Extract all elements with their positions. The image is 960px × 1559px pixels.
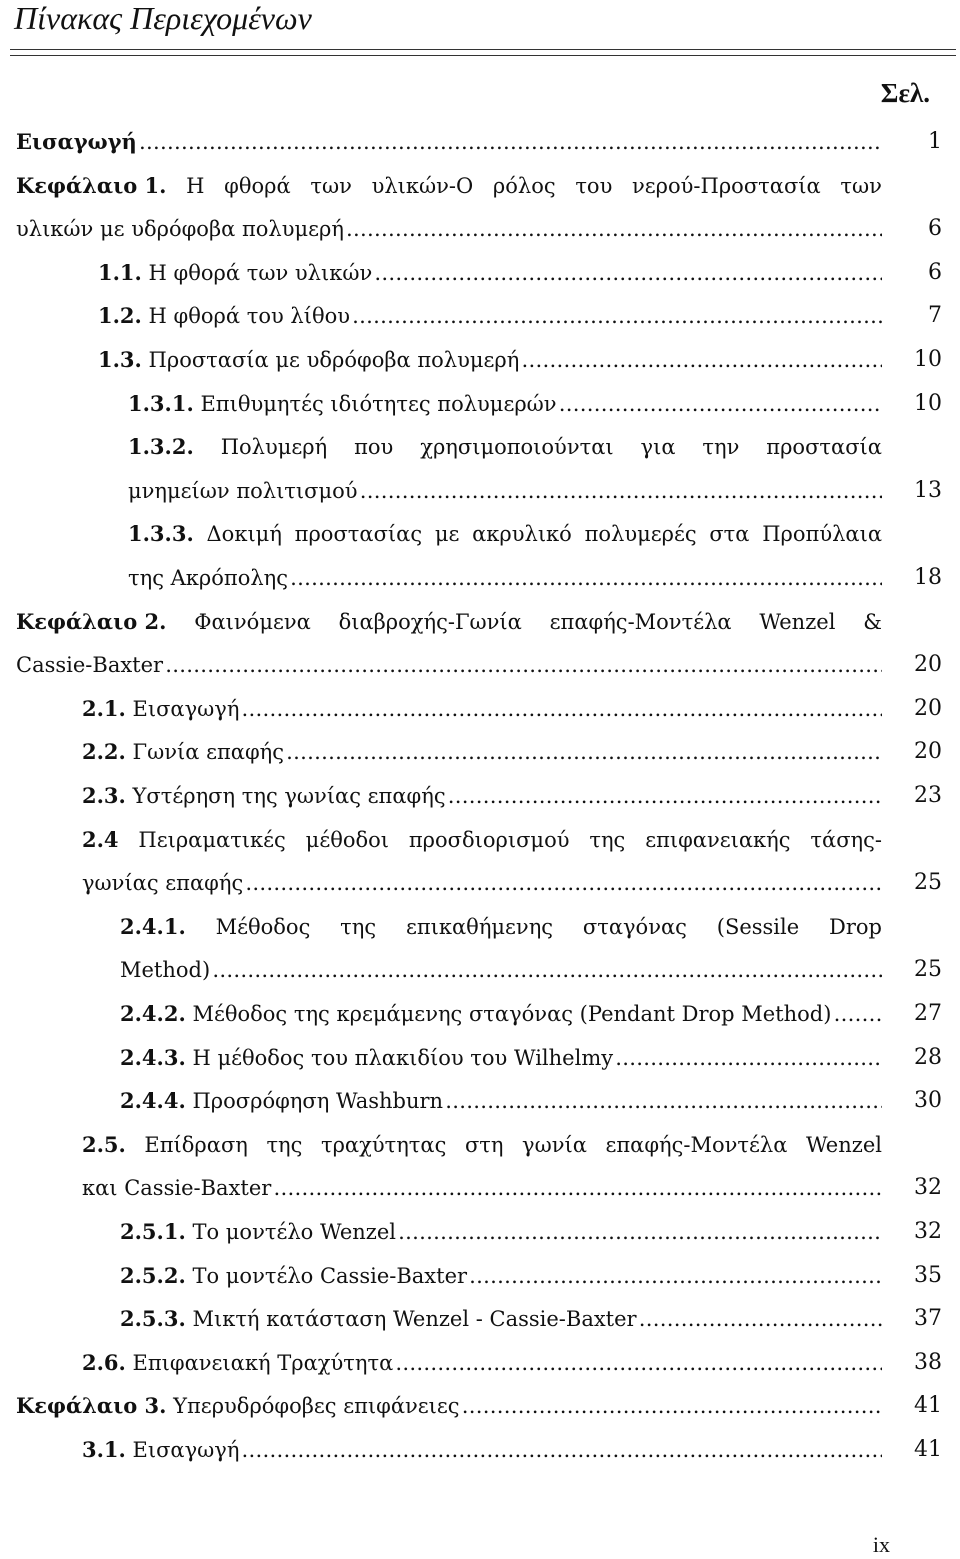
toc-entry-number: Κεφάλαιο 3. — [16, 1393, 167, 1419]
toc-entry[interactable] — [98, 251, 882, 295]
toc-entry[interactable] — [128, 425, 882, 469]
toc-entry-number: 1.3.1. — [128, 390, 194, 416]
toc-page-number: 28 — [914, 1044, 942, 1070]
toc-page-number: 37 — [914, 1306, 942, 1332]
toc-entry-number: 1.3.3. — [128, 521, 194, 547]
toc-entry[interactable] — [82, 730, 882, 774]
toc-entry-continuation[interactable] — [82, 1166, 882, 1210]
toc-entry[interactable] — [82, 1123, 882, 1167]
footer-page-number: ix — [872, 1532, 890, 1557]
toc-entry-title: Προσρόφηση Washburn — [185, 1089, 444, 1114]
toc-entry-continuation[interactable] — [16, 207, 882, 251]
toc-entry-title: Μικτή κατάσταση Wenzel - Cassie-Baxter — [185, 1307, 637, 1332]
toc-entry-title: Το μοντέλο Wenzel — [185, 1220, 396, 1244]
toc-entry[interactable] — [82, 1428, 882, 1472]
page-title: Πίνακας Περιεχομένων — [14, 0, 312, 36]
toc-entry-word: επαφής-Μοντέλα — [605, 1132, 788, 1157]
toc-entry-word: επικαθήμενης — [405, 914, 554, 939]
toc-entry-word: Wenzel — [759, 609, 836, 634]
toc-entry-word: ρόλος — [492, 173, 556, 198]
toc-entry-number: 2.1. — [82, 695, 126, 721]
toc-entry[interactable] — [120, 992, 882, 1036]
dot-leader — [445, 1079, 882, 1123]
toc-entry-word: της — [340, 914, 377, 939]
toc-page-number: 6 — [928, 216, 942, 242]
toc-entry-word: Μέθοδος — [215, 914, 311, 939]
dot-leader — [462, 1384, 882, 1428]
toc-entry-continuation-text: γωνίας επαφής — [82, 871, 244, 896]
toc-entry-word: Δοκιμή — [206, 522, 282, 547]
toc-entry-word: σταγόνας — [582, 914, 687, 939]
toc-page-number: 23 — [914, 783, 942, 808]
toc-entry-number: 1.2. — [98, 303, 142, 329]
toc-entry-word: Πειραματικές — [138, 827, 286, 852]
dot-leader — [241, 1428, 882, 1472]
dot-leader — [469, 1254, 882, 1298]
toc-entry-title: Επιφανειακή Τραχύτητα — [125, 1350, 394, 1375]
toc-entry-number: 3.1. — [82, 1437, 126, 1462]
toc-entry[interactable] — [128, 382, 882, 426]
toc-page-number: 32 — [914, 1219, 942, 1244]
toc-entry[interactable] — [82, 818, 882, 862]
toc-page-number: 10 — [914, 347, 942, 372]
toc-entry-word: στα — [709, 522, 750, 547]
toc-entry-word: της — [589, 827, 626, 852]
toc-entry-word: για — [640, 435, 676, 460]
toc-entry-word: φθορά — [224, 173, 291, 198]
toc-entry-continuation-text: και Cassie-Baxter — [82, 1176, 272, 1201]
toc-page-number: 41 — [914, 1393, 942, 1419]
toc-entry-continuation-text: μνημείων πολιτισμού — [128, 478, 358, 503]
toc-entry-word: της — [266, 1132, 303, 1157]
dot-leader — [290, 556, 882, 600]
toc-entry-word: την — [702, 435, 740, 460]
toc-entry-number: 2.4.4. — [120, 1088, 186, 1114]
toc-entry-number: 2.4.2. — [120, 1001, 186, 1026]
dot-leader — [241, 687, 882, 731]
dot-leader — [212, 948, 882, 992]
dot-leader — [352, 294, 882, 338]
toc-entry-word: χρησιμοποιούνται — [420, 435, 614, 460]
toc-entry[interactable] — [120, 1036, 882, 1080]
dot-leader — [245, 861, 882, 905]
toc-entry-word: που — [354, 435, 394, 460]
toc-entry-title: Η φθορά του λίθου — [141, 304, 351, 329]
dot-leader — [374, 251, 882, 295]
toc-entry-word: ακρυλικό — [472, 522, 572, 547]
toc-entry-title: Το μοντέλο Cassie-Baxter — [185, 1263, 468, 1288]
toc-entry[interactable] — [16, 1384, 882, 1428]
toc-entry[interactable] — [120, 1210, 882, 1254]
dot-leader — [286, 730, 882, 774]
toc-entry-title: Εισαγωγή — [125, 696, 240, 721]
toc-entry-continuation-text: Method) — [120, 958, 211, 983]
toc-entry-word: νερού-Προστασία — [632, 173, 821, 198]
toc-entry-word: Η — [186, 173, 205, 198]
toc-entry-number: 2.5.1. — [120, 1219, 186, 1244]
toc-entry[interactable] — [16, 120, 882, 164]
toc-entry-word: προσδιορισμού — [408, 827, 570, 852]
toc-page-number: 27 — [914, 1001, 942, 1026]
toc-page-number: 7 — [928, 303, 942, 329]
toc-entry-number: 2.6. — [82, 1349, 126, 1375]
toc-entry-word: προστασίας — [294, 522, 423, 547]
toc-entry[interactable] — [98, 294, 882, 338]
toc-page-number: 20 — [914, 695, 942, 721]
toc-page-number: 10 — [914, 390, 942, 416]
toc-entry-word: τάσης- — [810, 827, 882, 852]
toc-entry[interactable] — [82, 774, 882, 818]
toc-entry-word: πολυμερές — [584, 522, 697, 547]
dot-leader — [559, 382, 882, 426]
toc-entry-word: με — [434, 522, 460, 547]
toc-page-number: 32 — [914, 1175, 942, 1201]
toc-page-number: 35 — [914, 1262, 942, 1288]
title-rule-top — [10, 49, 956, 50]
toc-entry-title: Η φθορά των υλικών — [141, 260, 373, 285]
toc-entry-number: Κεφάλαιο 1. — [16, 172, 167, 198]
toc-page-number: 25 — [914, 870, 942, 896]
toc-entry-continuation-text: Cassie-Baxter — [16, 653, 164, 678]
toc-entry-word: & — [863, 609, 882, 634]
toc-entry-word: προστασία — [766, 435, 882, 460]
toc-entry[interactable] — [82, 687, 882, 731]
toc-entry-number: 2.5.3. — [120, 1306, 186, 1332]
toc-entry-number: 2.5. — [82, 1131, 126, 1157]
page-column-header: Σελ. — [880, 78, 930, 108]
toc-entry-continuation[interactable] — [128, 556, 882, 600]
toc-entry[interactable] — [82, 1341, 882, 1385]
toc-entry-number: 2.4.1. — [120, 913, 186, 939]
toc-entry-word: Επίδραση — [144, 1132, 248, 1157]
toc-entry-word: επιφανειακής — [645, 827, 791, 852]
dot-leader — [521, 338, 882, 382]
dot-leader — [398, 1210, 882, 1254]
toc-entry-word: στη — [464, 1132, 504, 1157]
toc-entry-word: τραχύτητας — [320, 1132, 447, 1157]
toc-entry-word: υλικών-Ο — [371, 173, 474, 198]
toc-entry-word: Προπύλαια — [762, 522, 882, 547]
toc-entry-continuation[interactable] — [16, 643, 882, 687]
toc-entry-word: Drop — [829, 914, 882, 939]
toc-page-number: 25 — [914, 957, 942, 983]
dot-leader — [360, 469, 882, 513]
toc-entry[interactable] — [128, 512, 882, 556]
toc-entry-continuation[interactable] — [120, 948, 882, 992]
toc-entry-title: Εισαγωγή — [125, 1438, 240, 1462]
toc-entry-title: Υπερυδρόφοβες επιφάνειες — [166, 1394, 460, 1419]
toc-entry-word: Φαινόμενα — [194, 609, 311, 634]
toc-entry-number: Εισαγωγή — [16, 129, 137, 154]
toc-entry-word: διαβροχής-Γωνία — [338, 609, 522, 634]
toc-entry-number: 1.1. — [98, 259, 142, 285]
toc-entry-number: 1.3. — [98, 347, 142, 372]
toc-entry-continuation-text: της Ακρόπολης — [128, 566, 289, 590]
toc-entry-word: μέθοδοι — [305, 827, 390, 852]
toc-entry-title: Γωνία επαφής — [125, 740, 284, 765]
title-rule-bottom — [10, 55, 956, 56]
toc-entry-word: επαφής-Μοντέλα — [549, 609, 732, 634]
toc-entry[interactable] — [98, 338, 882, 382]
toc-entry-continuation[interactable] — [128, 469, 882, 513]
toc-entry-title: Μέθοδος της κρεμάμενης σταγόνας (Pendant Drop Method) — [185, 1002, 832, 1026]
dot-leader — [833, 992, 882, 1036]
toc-entry-word: των — [840, 173, 882, 198]
toc-page-number: 41 — [914, 1437, 942, 1462]
toc-entry-title: Επιθυμητές ιδιότητες πολυμερών — [193, 391, 557, 416]
dot-leader — [273, 1166, 882, 1210]
dot-leader — [139, 120, 882, 164]
toc-entry-number: 2.2. — [82, 739, 126, 765]
dot-leader — [615, 1036, 882, 1080]
toc-entry-number: Κεφάλαιο 2. — [16, 608, 167, 634]
toc-entry-title: Υστέρηση της γωνίας επαφής — [125, 784, 446, 808]
dot-leader — [639, 1297, 882, 1341]
toc-entry-word: του — [575, 173, 613, 198]
toc-entry-word: (Sessile — [716, 914, 800, 939]
toc-page-number: 1 — [928, 129, 942, 154]
toc-page-number: 20 — [914, 652, 942, 678]
toc-entry-word: γωνία — [522, 1132, 587, 1157]
dot-leader — [346, 207, 882, 251]
toc-entry[interactable] — [120, 905, 882, 949]
toc-entry[interactable] — [16, 164, 882, 208]
toc-entry-title: Προστασία με υδρόφοβα πολυμερή — [141, 348, 520, 372]
toc-entry[interactable] — [16, 600, 882, 644]
toc-entry-number: 2.5.2. — [120, 1262, 186, 1288]
toc-entry-number: 2.3. — [82, 783, 126, 808]
toc-entry-continuation[interactable] — [82, 861, 882, 905]
toc-entry[interactable] — [120, 1254, 882, 1298]
toc-entry[interactable] — [120, 1297, 882, 1341]
dot-leader — [448, 774, 882, 818]
toc-page-number: 38 — [914, 1349, 942, 1375]
toc-entry-number: 2.4 — [82, 826, 119, 852]
toc-entry-continuation-text: υλικών με υδρόφοβα πολυμερή — [16, 217, 344, 242]
toc-entry-title: Η μέθοδος του πλακιδίου του Wilhelmy — [185, 1045, 614, 1070]
toc-entry-word: Wenzel — [805, 1132, 882, 1157]
toc-entry-number: 2.4.3. — [120, 1044, 186, 1070]
toc-entry-number: 1.3.2. — [128, 434, 194, 460]
toc-page-number: 13 — [914, 477, 942, 503]
toc-entry[interactable] — [120, 1079, 882, 1123]
toc-page-number: 30 — [914, 1088, 942, 1114]
dot-leader — [165, 643, 882, 687]
toc-page-number: 18 — [914, 565, 942, 590]
toc-page-number: 20 — [914, 739, 942, 765]
toc-page-number: 6 — [928, 259, 942, 285]
toc-entry-word: των — [310, 173, 352, 198]
dot-leader — [395, 1341, 882, 1385]
toc-entry-word: Πολυμερή — [220, 435, 328, 460]
